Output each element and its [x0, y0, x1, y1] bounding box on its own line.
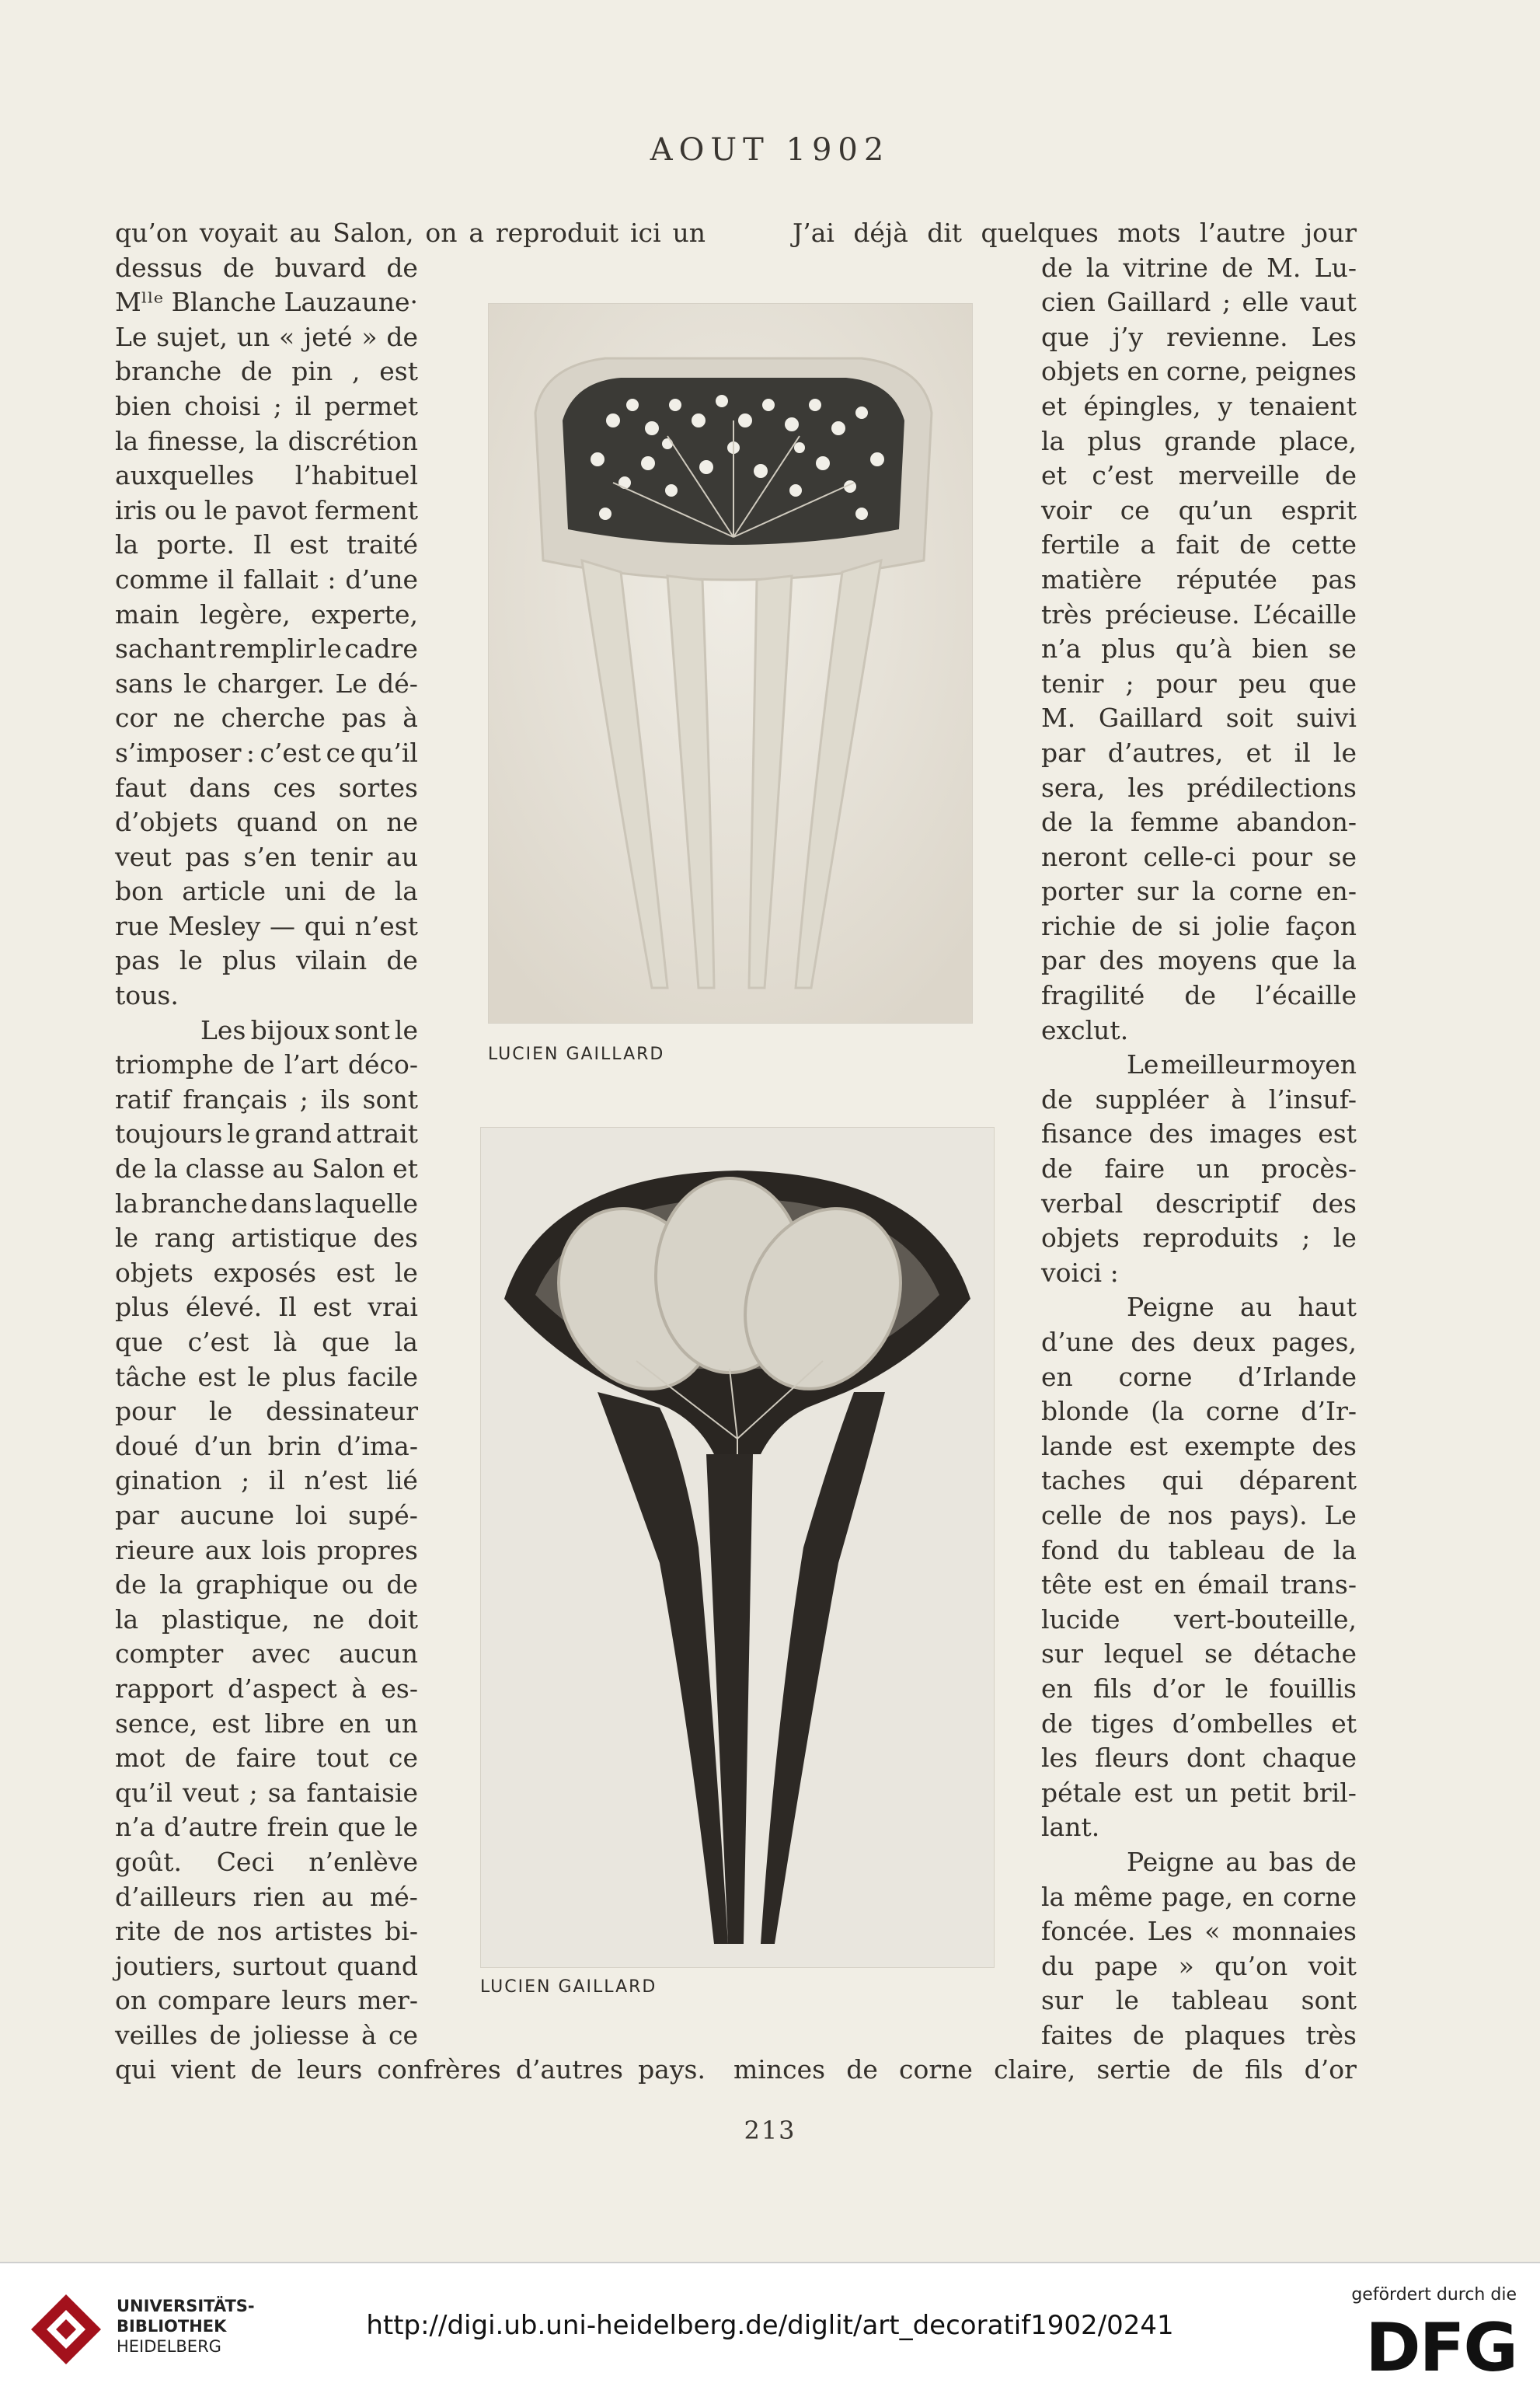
text-line: n’a d’autre frein que le — [115, 1812, 418, 1843]
text-line: bon article uni de la — [115, 876, 418, 907]
text-line: fisance des images est — [1041, 1118, 1357, 1150]
text-line: rue Mesley — qui n’est — [115, 910, 418, 941]
sponsor-text: gefördert durch die — [1351, 2285, 1517, 2305]
text-line: porter sur la corne en- — [1041, 876, 1357, 907]
text-line: cor ne cherche pas à — [115, 703, 418, 734]
text-line: plus élevé. Il est vrai — [115, 1292, 418, 1323]
text-line: dessus de buvard de — [115, 252, 418, 283]
text-line: doué d’un brin d’ima- — [115, 1430, 418, 1461]
text-line: comme il fallait : d’une — [115, 563, 418, 595]
text-line: taches qui déparent — [1041, 1465, 1357, 1496]
text-line: et c’est merveille de — [1041, 460, 1357, 491]
text-line: voici : — [1041, 1257, 1119, 1288]
text-line: par d’autres, et il le — [1041, 737, 1357, 768]
dfg-logo: DFG — [1365, 2309, 1517, 2387]
text-line: triomphe de l’art déco- — [115, 1049, 418, 1080]
text-line: auxquelles l’habituel — [115, 460, 418, 491]
text-line: objets en corne, peignes — [1041, 356, 1357, 387]
text-line: très précieuse. L’écaille — [1041, 598, 1357, 630]
text-line: du pape » qu’on voit — [1041, 1950, 1357, 1981]
text-line: Peigne au haut — [1127, 1292, 1357, 1323]
text-line: bien choisi ; il permet — [115, 390, 418, 421]
text-line: rapport d’aspect à es- — [115, 1673, 418, 1704]
text-line: ratif français ; ils sont — [115, 1083, 418, 1115]
page-number: 213 — [744, 2116, 796, 2145]
text-line: que c’est là que la — [115, 1327, 418, 1357]
text-line: M. Gaillard soit suivi — [1041, 703, 1357, 734]
text-line: foncée. Les « monnaies — [1041, 1916, 1357, 1947]
text-line: pour le dessinateur — [115, 1396, 418, 1427]
text-line: par aucune loi supé- — [115, 1499, 418, 1530]
text-line: sera, les prédilections — [1041, 772, 1357, 803]
text-line: sachant remplir le cadre — [115, 633, 418, 665]
figure-comb-top — [488, 303, 973, 1024]
text-line: de faire un procès- — [1041, 1153, 1357, 1185]
text-line: on compare leurs mer- — [115, 1985, 418, 2016]
figure-comb-bottom — [480, 1127, 995, 1968]
text-line: branche de pin , est — [115, 356, 418, 387]
text-line: par des moyens que la — [1041, 945, 1357, 976]
text-line: veilles de joliesse à ce — [115, 2019, 418, 2050]
text-line: objets reproduits ; le — [1041, 1223, 1357, 1254]
text-line: la branche dans laquelle — [115, 1188, 418, 1219]
text-line: main legère, experte, — [115, 598, 418, 630]
library-name: UNIVERSITÄTS- BIBLIOTHEK HEIDELBERG — [117, 2297, 255, 2356]
text-line: de la vitrine de M. Lu- — [1041, 252, 1357, 283]
text-line: gination ; il n’est lié — [115, 1465, 418, 1496]
text-line: pétale est un petit bril- — [1041, 1777, 1357, 1808]
source-url-link[interactable]: http://digi.ub.uni-heidelberg.de/diglit/art_decoratif1902/0241 — [366, 2310, 1174, 2341]
comb-honesty-illustration — [481, 1128, 994, 1967]
text-line: fertile a fait de cette — [1041, 529, 1357, 560]
text-line: matière réputée pas — [1041, 563, 1357, 595]
text-line: d’objets quand on ne — [115, 807, 418, 838]
text-line: et épingles, y tenaient — [1041, 390, 1357, 421]
text-line: d’ailleurs rien au mé- — [115, 1881, 418, 1912]
text-line: la plastique, ne doit — [115, 1603, 418, 1635]
text-line: lant. — [1041, 1812, 1100, 1843]
text-line: minces de corne claire, sertie de fils d’or — [733, 2054, 1357, 2085]
text-line: toujours le grand attrait — [115, 1118, 418, 1150]
text-line: Le meilleur moyen — [1127, 1049, 1357, 1080]
text-line: tâche est le plus facile — [115, 1361, 418, 1392]
text-line: goût. Ceci n’enlève — [115, 1846, 418, 1877]
text-line: de la graphique ou de — [115, 1569, 418, 1600]
text-line: tous. — [115, 980, 179, 1011]
text-line: la finesse, la discrétion — [115, 425, 418, 456]
text-line: rieure aux lois propres — [115, 1534, 418, 1565]
text-line: s’imposer : c’est ce qu’il — [115, 737, 418, 768]
text-line: la porte. Il est traité — [115, 529, 418, 560]
text-line: mot de faire tout ce — [115, 1743, 418, 1774]
text-line: celle de nos pays). Le — [1041, 1499, 1357, 1530]
text-line: Mˡˡᵉ Blanche Lauzaune· — [115, 287, 418, 318]
text-line: le rang artistique des — [115, 1223, 418, 1254]
text-line: verbal descriptif des — [1041, 1188, 1357, 1219]
text-line: sans le charger. Le dé- — [115, 668, 418, 699]
text-line: lucide vert-bouteille, — [1041, 1603, 1357, 1635]
text-line: faites de plaques très — [1041, 2019, 1357, 2050]
text-line: iris ou le pavot ferment — [115, 494, 418, 525]
text-line: qui vient de leurs confrères d’autres pays. — [115, 2054, 706, 2085]
text-line: exclut. — [1041, 1014, 1129, 1045]
text-line: fragilité de l’écaille — [1041, 980, 1357, 1011]
text-line: voir ce qu’un esprit — [1041, 494, 1357, 525]
text-line: de la femme abandon- — [1041, 807, 1357, 838]
running-header: AOUT 1902 — [650, 132, 890, 168]
text-line: joutiers, surtout quand — [115, 1950, 418, 1981]
comb-umbel-illustration — [489, 304, 972, 1023]
text-line: de suppléer à l’insuf- — [1041, 1083, 1357, 1115]
text-line: compter avec aucun — [115, 1638, 418, 1670]
text-line: tête est en émail trans- — [1041, 1569, 1357, 1600]
text-line: sur le tableau sont — [1041, 1985, 1357, 2016]
text-line: veut pas s’en tenir au — [115, 841, 418, 872]
text-line: en corne d’Irlande — [1041, 1361, 1357, 1392]
text-line: richie de si jolie façon — [1041, 910, 1357, 941]
figure-caption-top: LUCIEN GAILLARD — [488, 1045, 665, 1064]
text-line: la même page, en corne — [1041, 1881, 1357, 1912]
footer-bar — [0, 2262, 1540, 2397]
text-line: qu’il veut ; sa fantaisie — [115, 1777, 418, 1808]
text-line: blonde (la corne d’Ir- — [1041, 1396, 1357, 1427]
text-line: qu’on voyait au Salon, on a reproduit ici un — [115, 218, 706, 248]
text-line: cien Gaillard ; elle vaut — [1041, 287, 1357, 318]
text-line: faut dans ces sortes — [115, 772, 418, 803]
text-line: n’a plus qu’à bien se — [1041, 633, 1357, 665]
text-line: d’une des deux pages, — [1041, 1327, 1357, 1357]
text-line: Les bijoux sont le — [200, 1014, 418, 1045]
text-line: sence, est libre en un — [115, 1708, 418, 1739]
text-line: lande est exempte des — [1041, 1430, 1357, 1461]
text-line: sur lequel se détache — [1041, 1638, 1357, 1670]
text-line: neront celle-ci pour se — [1041, 841, 1357, 872]
text-line: Le sujet, un « jeté » de — [115, 321, 418, 352]
text-line: rite de nos artistes bi- — [115, 1916, 418, 1947]
text-line: objets exposés est le — [115, 1257, 418, 1288]
text-line: que j’y revienne. Les — [1041, 321, 1357, 352]
text-line: J’ai déjà dit quelques mots l’autre jour — [793, 218, 1357, 248]
text-line: de tiges d’ombelles et — [1041, 1708, 1357, 1739]
text-line: de la classe au Salon et — [115, 1153, 418, 1185]
text-line: tenir ; pour peu que — [1041, 668, 1357, 699]
text-line: pas le plus vilain de — [115, 945, 418, 976]
text-line: Peigne au bas de — [1127, 1846, 1357, 1877]
figure-caption-bottom: LUCIEN GAILLARD — [480, 1977, 657, 1997]
text-line: en fils d’or le fouillis — [1041, 1673, 1357, 1704]
text-line: les fleurs dont chaque — [1041, 1743, 1357, 1774]
text-line: la plus grande place, — [1041, 425, 1357, 456]
text-line: fond du tableau de la — [1041, 1534, 1357, 1565]
